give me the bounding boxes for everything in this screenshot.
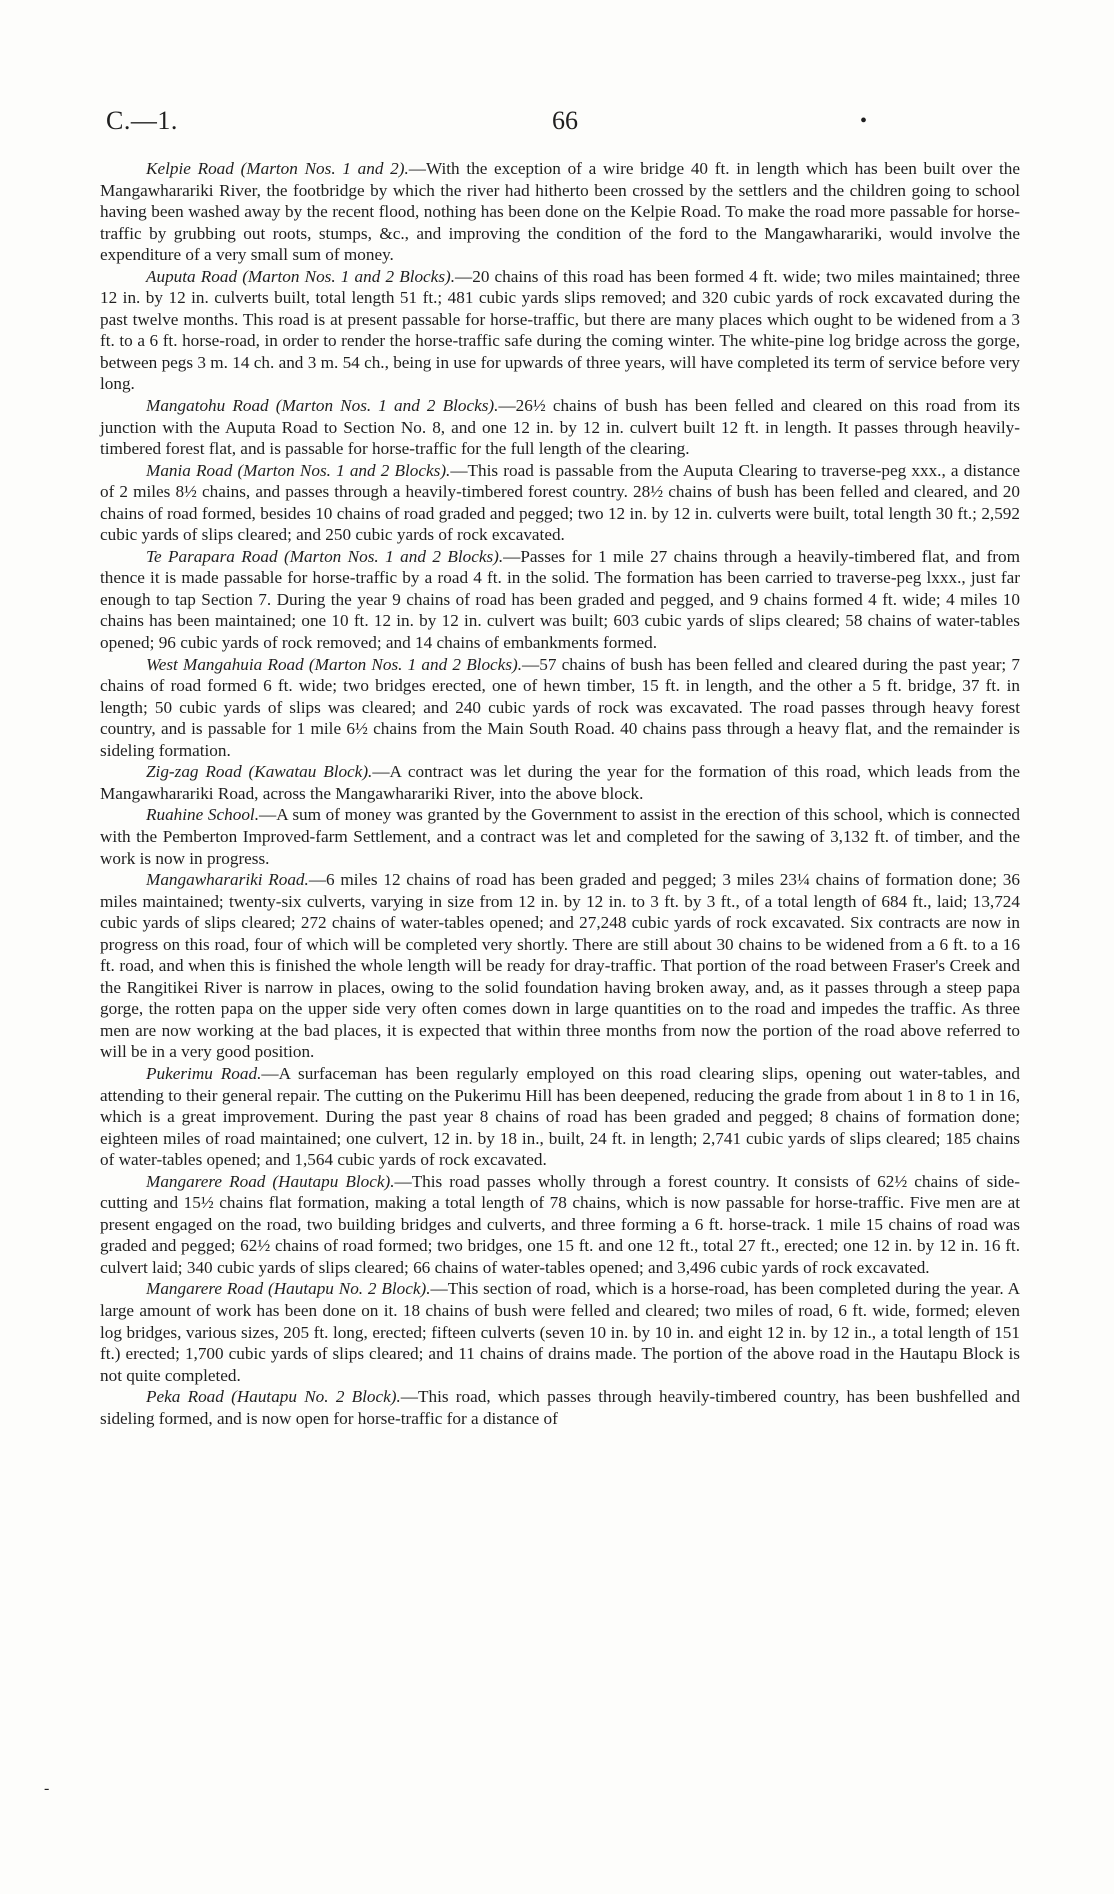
paragraph-mangatohu-road — [100, 395, 1020, 460]
paragraph-title: Ruahine School. — [146, 805, 260, 825]
paragraph-text: —With the exception of a wire bridge 40 ft. in length which has been built over the Mangawharariki River, the footbridge by which the river had hitherto been crossed by the settlers and the children going to school having been washed away by the recent flood, nothing has been done on the Kelpie Road. To make the road more passable for horse-traffic by grubbing out roots, stumps, &c., and improving the condition of the ford to the Mangawharariki, would involve the expenditure of a very small sum of money. — [100, 159, 1021, 265]
paragraph-text: —57 chains of bush has been felled and cleared during the past year; 7 chains of road formed 6 ft. wide; two bridges erected, one of hewn timber, 15 ft. in length, and the other a 5 ft. bridge, 37 ft. in length; 50 cubic yards of slips was cleared; and 240 cubic yards of rock was excavated. The road passes through heavy forest country, and is passable for 1 mile 6½ chains from the Main South Road. 40 chains pass through a heavy flat, and the remainder is sideling formation. — [100, 654, 1020, 760]
paragraph-text: —A sum of money was granted by the Government to assist in the erection of this school, which is connected with the Pemberton Improved-farm Settlement, and a contract was let and completed for the sawing of 3,132 ft. of timber, and the work is now in progress. — [100, 805, 1020, 868]
document-reference: C.—1. — [106, 106, 178, 135]
paragraph-peka-road — [100, 1386, 1020, 1429]
paragraph-title: Zig-zag Road (Kawatau Block). — [146, 762, 373, 782]
paragraph-zig-zag-road — [100, 761, 1020, 804]
paragraph-title: Mangawharariki Road. — [146, 870, 309, 890]
paragraph-text: —A contract was let during the year for the formation of this road, which leads from the Mangawharariki Road, across the Mangawharariki River, into the above block. — [100, 762, 1020, 803]
paragraph-title: Mania Road (Marton Nos. 1 and 2 Blocks). — [146, 460, 451, 480]
paragraph-kelpie-road — [100, 158, 1020, 266]
page-number: 66 — [552, 106, 578, 135]
paragraph-mangarere-road-hautapu-no-2 — [100, 1278, 1020, 1386]
paragraph-text: —26½ chains of bush has been felled and cleared on this road from its junction with the Auputa Road to Section No. 8, and one 12 in. by 12 in. culvert built 12 ft. in length. It passes through heavily-timbered forest flat, and is passable for horse-traffic for the full length of the clearing. — [100, 396, 1020, 459]
paragraph-title: Mangatohu Road (Marton Nos. 1 and 2 Blocks). — [146, 396, 499, 416]
paragraph-text: —This road passes wholly through a forest country. It consists of 62½ chains of side-cutting and 15½ chains flat formation, making a total length of 78 chains, which is now passable for horse-traffic. Five men are at present engaged on the road, two building bridges and culverts, and three forming a 6 ft. horse-track. 1 mile 15 chains of road was graded and pegged; 62½ chains of road formed; two bridges, one 15 ft. and one 12 ft., total 27 ft., erected; one 12 in. by 12 in. 16 ft. culvert laid; 340 cubic yards of slips cleared; 66 chains of water-tables opened; and 3,496 cubic yards of rock excavated. — [100, 1171, 1020, 1277]
paragraph-text: —A surfaceman has been regularly employed on this road clearing slips, opening out water-tables, and attending to their general repair. The cutting on the Pukerimu Hill has been deepened, reducing the grade from about 1 in 8 to 1 in 16, which is a great improvement. During the past year 8 chains of road has been graded and pegged; 8 chains of formation done; eighteen miles of road maintained; one culvert, 12 in. by 18 in., built, 24 ft. in length; 2,741 cubic yards of slips cleared; 185 chains of water-tables opened; and 1,564 cubic yards of rock excavated. — [100, 1063, 1020, 1170]
paragraph-mangarere-road-hautapu — [100, 1171, 1020, 1279]
paragraph-title: Te Parapara Road (Marton Nos. 1 and 2 Blocks). — [146, 546, 504, 566]
paragraph-text: —6 miles 12 chains of road has been graded and pegged; 3 miles 23¼ chains of formation done; 36 miles maintained; twenty-six culverts, varying in size from 12 in. by 12 in. to 3 ft. by 3 ft., of a total length of 684 ft., laid; 13,724 cubic yards of slips cleared; 272 chains of water-tables opened; and 27,248 cubic yards of rock excavated. Six contracts are now in progress on this road, four of which will be completed very shortly. There are still about 30 chains to be widened from a 6 ft. to a 16 ft. road, and when this is finished the whole length will be ready for dray-traffic. That portion of the road between Fraser's Creek and the Rangitikei River is narrow in places, owing to the solid foundation having broken away, and, as it passes through a steep papa gorge, the rotten papa on the upper side very often comes down in large quantities on to the road and impedes the traffic. As three men are now working at the bad places, it is expected that within three months from now the portion of the road above referred to will be in a very good position. — [100, 870, 1020, 1062]
paragraph-title: Mangarere Road (Hautapu No. 2 Block). — [146, 1279, 431, 1299]
paragraph-title: Peka Road (Hautapu No. 2 Block). — [146, 1387, 401, 1407]
paragraph-title: Pukerimu Road. — [146, 1063, 262, 1083]
paragraph-ruahine-school — [100, 804, 1020, 869]
paragraph-title: West Mangahuia Road (Marton Nos. 1 and 2 Blocks). — [146, 654, 523, 674]
paragraph-title: Mangarere Road (Hautapu Block). — [146, 1171, 395, 1191]
paragraph-mangawharariki-road — [100, 869, 1020, 1063]
body-text — [100, 158, 1020, 1429]
paragraph-te-parapara-road — [100, 546, 1020, 654]
paragraph-pukerimu-road — [100, 1063, 1020, 1171]
paragraph-mania-road — [100, 460, 1020, 546]
paragraph-title: Auputa Road (Marton Nos. 1 and 2 Blocks). — [146, 266, 456, 286]
header-mark: • — [860, 110, 868, 132]
paragraph-title: Kelpie Road (Marton Nos. 1 and 2). — [146, 159, 409, 178]
paragraph-auputa-road — [100, 266, 1020, 395]
paragraph-text: —This road is passable from the Auputa Clearing to traverse-peg xxx., a distance of 2 miles 8½ chains, and passes through a heavily-timbered forest country. 28½ chains of bush has been felled and cleared, and 20 chains of road formed, besides 10 chains of road graded and pegged; two 12 in. by 12 in. culverts were built, total length 30 ft.; 2,592 cubic yards of slips cleared; and 250 cubic yards of rock excavated. — [100, 460, 1021, 545]
paragraph-text: —This road, which passes through heavily-timbered country, has been bushfelled and sideling formed, and is now open for horse-traffic for a distance of — [100, 1387, 1020, 1428]
page-header — [106, 106, 866, 146]
margin-mark: - — [44, 1780, 50, 1797]
paragraph-text: —This section of road, which is a horse-road, has been completed during the year. A large amount of work has been done on it. 18 chains of bush were felled and cleared; two miles of road, 6 ft. wide, formed; eleven log bridges, various sizes, 205 ft. long, erected; fifteen culverts (seven 10 in. by 10 in. and eight 12 in. by 12 in., a total length of 151 ft.) erected; 1,700 cubic yards of slips cleared; and 11 chains of drains made. The portion of the above road in the Hautapu Block is not quite completed. — [100, 1279, 1020, 1385]
paragraph-text: —Passes for 1 mile 27 chains through a heavily-timbered flat, and from thence it is made passable for horse-traffic by a road 4 ft. in the solid. The formation has been carried to traverse-peg lxxx., just far enough to tap Section 7. During the year 9 chains of road has been graded and pegged, and 9 chains formed 4 ft. wide; 4 miles 10 chains has been maintained; one 10 ft. 12 in. by 12 in. culvert was built; 603 cubic yards of slips cleared; 58 chains of water-tables opened; 96 cubic yards of rock removed; and 14 chains of embankments formed. — [100, 546, 1020, 653]
paragraph-west-mangahuia-road — [100, 654, 1020, 762]
paragraph-text: —20 chains of this road has been formed 4 ft. wide; two miles maintained; three 12 in. by 12 in. culverts built, total length 51 ft.; 481 cubic yards slips removed; and 320 cubic yards of rock excavated during the past twelve months. This road is at present passable for horse-traffic, but there are many places which ought to be widened from a 3 ft. to a 6 ft. horse-road, in order to render the horse-traffic safe during the coming winter. The white-pine log bridge across the gorge, between pegs 3 m. 14 ch. and 3 m. 54 ch., being in use for upwards of three years, will have completed its term of service before very long. — [100, 266, 1020, 394]
